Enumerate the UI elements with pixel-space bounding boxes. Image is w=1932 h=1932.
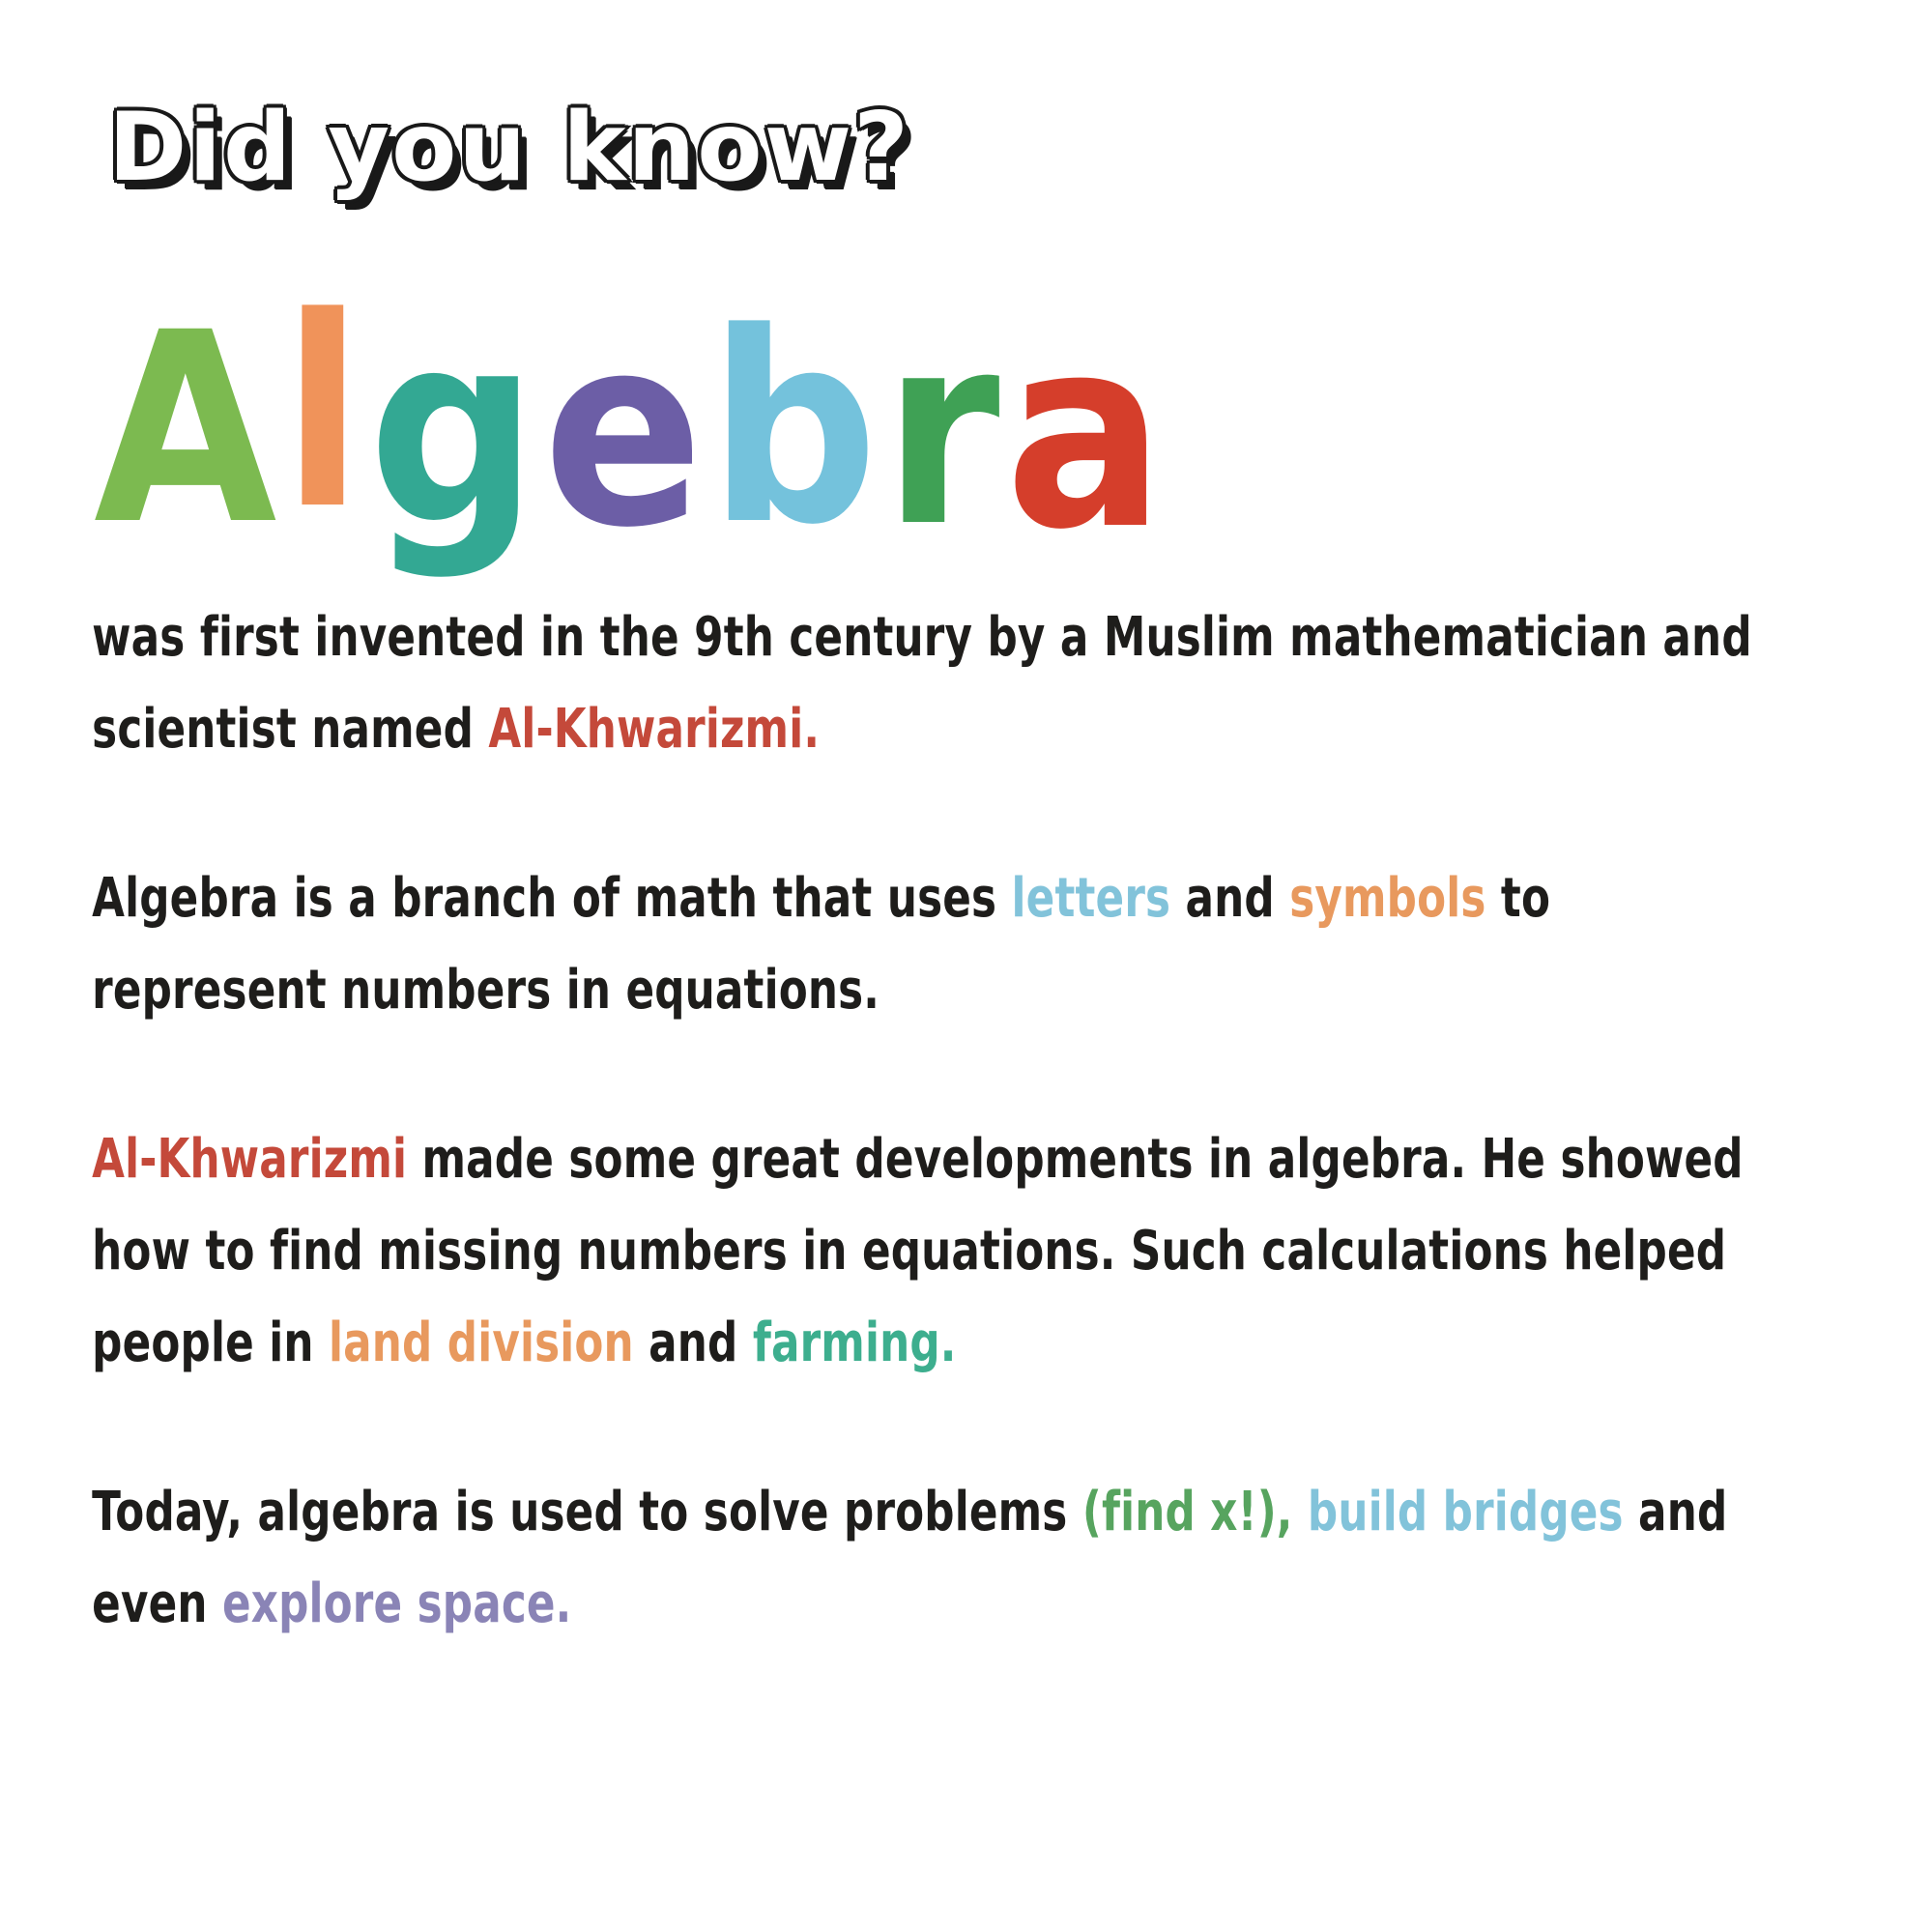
text-segment: Today, algebra is used to solve problems xyxy=(92,1481,1082,1543)
text-segment: land division xyxy=(328,1312,634,1374)
text-segment: build bridges xyxy=(1307,1481,1624,1543)
text-line xyxy=(92,683,1932,775)
text-line xyxy=(92,591,1932,683)
text-segment: people in xyxy=(92,1312,329,1374)
text-segment: Algebra is a branch of math that uses xyxy=(92,867,1012,930)
title-letter-e: e xyxy=(542,280,709,586)
text-segment: even xyxy=(92,1572,222,1635)
text-segment: scientist named xyxy=(92,698,489,761)
text-line xyxy=(92,852,1932,944)
text-segment: explore space. xyxy=(221,1572,572,1635)
title-letter-g: g xyxy=(368,277,543,583)
text-line xyxy=(92,1466,1932,1558)
body-text xyxy=(0,591,1932,1727)
text-segment: made some great developments in algebra. He showed xyxy=(407,1128,1744,1191)
title-letter-l: l xyxy=(281,262,369,567)
text-segment: and xyxy=(1170,867,1290,930)
text-segment: and xyxy=(1623,1481,1728,1543)
text-segment: symbols xyxy=(1289,867,1486,930)
paragraph xyxy=(92,852,1932,1036)
text-segment: how to find missing numbers in equations. Such calculations helped xyxy=(92,1220,1727,1283)
text-segment: was first invented in the 9th century by a Muslim mathematician and xyxy=(92,606,1752,669)
did-you-know-heading: Did you know? xyxy=(108,93,910,203)
paragraph xyxy=(92,591,1932,775)
text-segment: Al-Khwarizmi. xyxy=(488,698,821,761)
text-segment: to xyxy=(1485,867,1551,930)
text-line xyxy=(92,1558,1932,1650)
title-letter-r: r xyxy=(882,279,1006,585)
text-line xyxy=(92,1297,1932,1389)
text-line xyxy=(92,1113,1932,1205)
title-letter-a: a xyxy=(1005,282,1170,588)
text-segment xyxy=(1293,1481,1308,1543)
text-segment: farming. xyxy=(752,1312,957,1374)
text-segment: represent numbers in equations. xyxy=(92,959,880,1022)
text-segment: Al-Khwarizmi xyxy=(92,1128,408,1191)
text-line xyxy=(92,1205,1932,1297)
text-segment: and xyxy=(633,1312,753,1374)
title-letter-b: b xyxy=(708,277,883,583)
title-letter-A: A xyxy=(94,277,282,583)
algebra-title xyxy=(94,262,1170,588)
paragraph xyxy=(92,1466,1932,1650)
paragraph xyxy=(92,1113,1932,1389)
text-segment: letters xyxy=(1011,867,1171,930)
text-segment: (find x!), xyxy=(1081,1481,1293,1543)
text-line xyxy=(92,944,1932,1036)
